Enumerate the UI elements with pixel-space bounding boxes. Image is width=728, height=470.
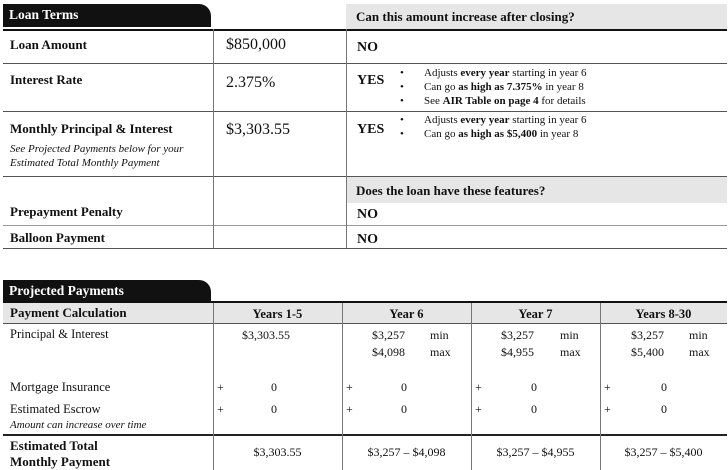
total-value: $3,257 – $5,400 (624, 445, 703, 459)
pi-max-word: max (689, 345, 710, 359)
plus-sign: + (604, 402, 611, 416)
monthly-pi-detail: • Adjusts every year starting in year 6 (424, 114, 587, 127)
total-rule (3, 434, 727, 436)
plus-sign: + (604, 380, 611, 394)
col-divider (213, 29, 214, 248)
column-header: Years 8-30 (635, 307, 692, 321)
monthly-pi-note-2: Estimated Total Monthly Payment (10, 157, 160, 169)
monthly-pi-label: Monthly Principal & Interest (10, 121, 173, 136)
interest-rate-label: Interest Rate (10, 72, 83, 87)
estimated-escrow-label: Estimated Escrow (10, 402, 101, 416)
pi-min-word: min (689, 328, 708, 342)
prepayment-penalty-label: Prepayment Penalty (10, 204, 123, 219)
escrow-value: 0 (661, 402, 667, 416)
pi-years-1-5: $3,303.55 (242, 328, 290, 342)
pi-min-word: min (430, 328, 449, 342)
interest-rate-detail: • Can go as high as 7.375% in year 8 (424, 81, 584, 94)
pi-max-value: $5,400 (631, 345, 664, 359)
total-value: $3,303.55 (253, 445, 302, 459)
column-header: Year 7 (518, 307, 553, 321)
pi-max-value: $4,955 (501, 345, 534, 359)
monthly-pi-value: $3,303.55 (226, 121, 290, 138)
pi-min-value: $3,257 (501, 328, 534, 342)
plus-sign: + (217, 380, 224, 394)
total-value: $3,257 – $4,955 (496, 445, 575, 459)
interest-rate-detail: • See AIR Table on page 4 for details (424, 95, 586, 108)
pi-max-word: max (560, 345, 581, 359)
increase-question: Can this amount increase after closing? (356, 9, 575, 24)
row-divider (3, 111, 727, 112)
mi-value: 0 (531, 380, 537, 394)
escrow-value: 0 (271, 402, 277, 416)
pi-min-value: $3,257 (372, 328, 405, 342)
row-divider (3, 225, 727, 226)
loan-terms-bottom-rule (3, 248, 727, 249)
interest-rate-detail: • Adjusts every year starting in year 6 (424, 67, 587, 80)
row-divider (3, 63, 727, 64)
pi-max-value: $4,098 (372, 345, 405, 359)
mi-value: 0 (401, 380, 407, 394)
loan-terms-rule (3, 29, 727, 31)
pi-min-word: min (560, 328, 579, 342)
prepayment-penalty-answer: NO (357, 207, 378, 222)
pi-max-word: max (430, 345, 451, 359)
plus-sign: + (217, 402, 224, 416)
column-header: Year 6 (389, 307, 424, 321)
plus-sign: + (475, 402, 482, 416)
loan-amount-answer: NO (357, 40, 378, 55)
balloon-payment-answer: NO (357, 232, 378, 247)
features-question: Does the loan have these features? (356, 183, 546, 198)
total-label-line2: Monthly Payment (10, 454, 111, 469)
mi-value: 0 (661, 380, 667, 394)
col-divider (471, 303, 472, 470)
loan-amount-label: Loan Amount (10, 37, 87, 52)
total-label-line1: Estimated Total (10, 438, 98, 453)
column-header: Years 1-5 (252, 307, 303, 321)
balloon-payment-label: Balloon Payment (10, 230, 105, 245)
escrow-note: Amount can increase over time (10, 419, 147, 431)
mortgage-insurance-label: Mortgage Insurance (10, 380, 111, 394)
mi-value: 0 (271, 380, 277, 394)
col-divider (346, 29, 347, 248)
row-divider (3, 323, 727, 324)
escrow-value: 0 (531, 402, 537, 416)
col-divider (600, 303, 601, 470)
projected-payments-header: Projected Payments (3, 280, 211, 301)
col-divider (342, 303, 343, 470)
total-value: $3,257 – $4,098 (367, 445, 446, 459)
payment-calculation-label: Payment Calculation (10, 305, 127, 320)
interest-rate-value: 2.375% (226, 74, 276, 91)
principal-interest-label: Principal & Interest (10, 327, 109, 341)
escrow-value: 0 (401, 402, 407, 416)
loan-terms-header: Loan Terms (3, 4, 211, 27)
monthly-pi-answer: YES (357, 122, 385, 137)
plus-sign: + (346, 380, 353, 394)
col-divider (213, 303, 214, 470)
plus-sign: + (346, 402, 353, 416)
loan-amount-value: $850,000 (226, 36, 286, 53)
pi-min-value: $3,257 (631, 328, 664, 342)
plus-sign: + (475, 380, 482, 394)
monthly-pi-note-1: See Projected Payments below for your (10, 143, 184, 155)
monthly-pi-detail: • Can go as high as $5,400 in year 8 (424, 128, 578, 141)
interest-rate-answer: YES (357, 73, 385, 88)
